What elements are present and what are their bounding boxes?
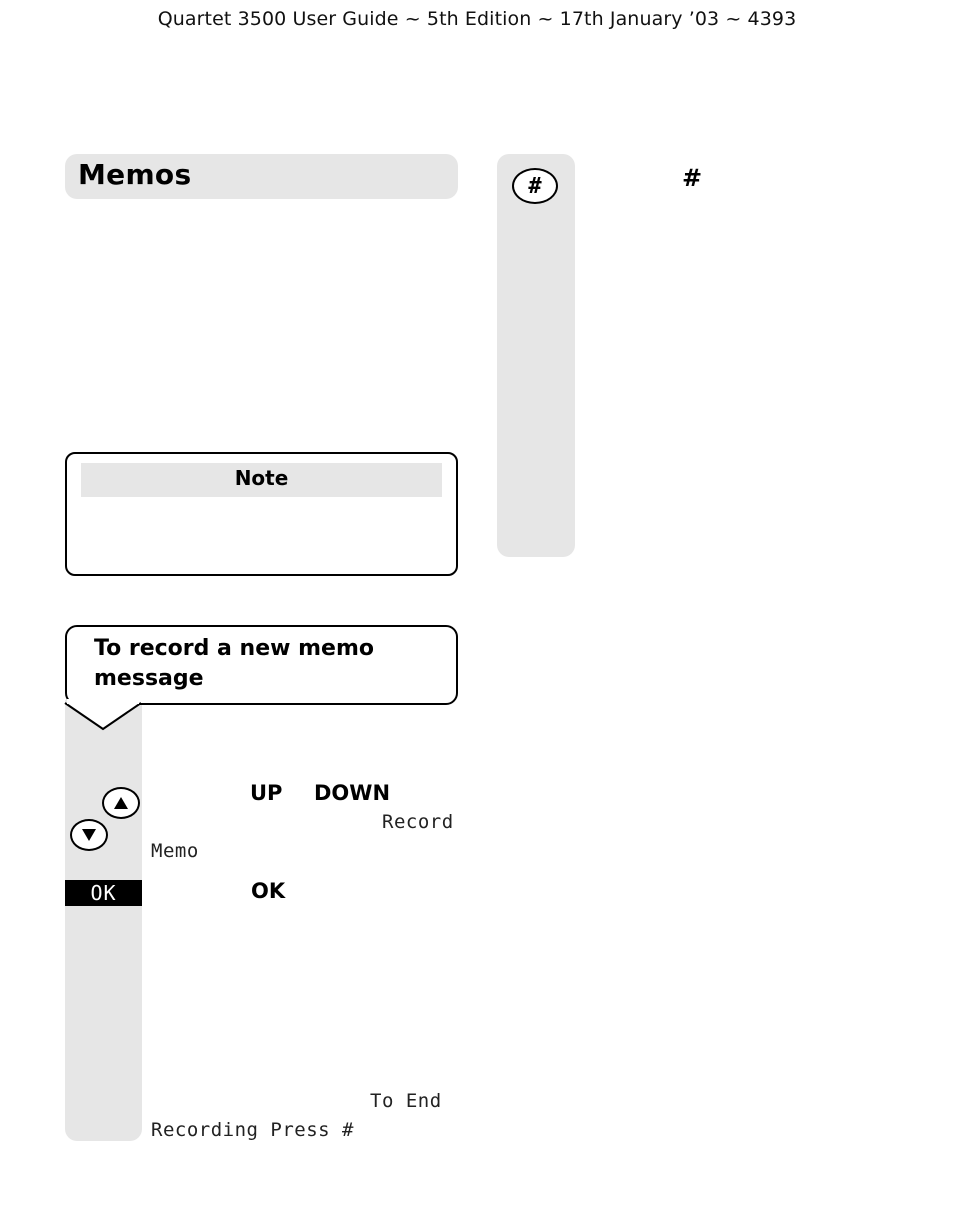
down-arrow-key-icon: [70, 819, 108, 851]
key-margin-strip-left: [65, 700, 142, 1141]
procedure-title: To record a new memo message: [94, 636, 374, 691]
hash-key-symbol: #: [528, 173, 542, 199]
down-key-label: DOWN: [314, 781, 391, 805]
hash-key-label: #: [682, 164, 703, 192]
display-record-line1: Record: [382, 811, 454, 833]
callout-pointer: [63, 699, 145, 733]
ok-key-icon: OK: [65, 880, 142, 906]
display-record-line2: Memo: [151, 840, 199, 862]
down-triangle-icon: [82, 829, 96, 841]
display-end-line1: To End: [370, 1090, 442, 1112]
section-title: Memos: [78, 158, 192, 191]
up-key-label: UP: [250, 781, 283, 805]
hash-key-icon: [512, 168, 558, 204]
display-end-line2: Recording Press #: [151, 1119, 354, 1141]
note-label: Note: [234, 466, 289, 490]
ok-key-label: OK: [251, 879, 286, 903]
page-header: Quartet 3500 User Guide ~ 5th Edition ~ 17th January ’03 ~ 4393: [157, 8, 797, 30]
up-triangle-icon: [114, 797, 128, 809]
up-arrow-key-icon: [102, 787, 140, 819]
key-margin-strip-right: [497, 154, 575, 557]
